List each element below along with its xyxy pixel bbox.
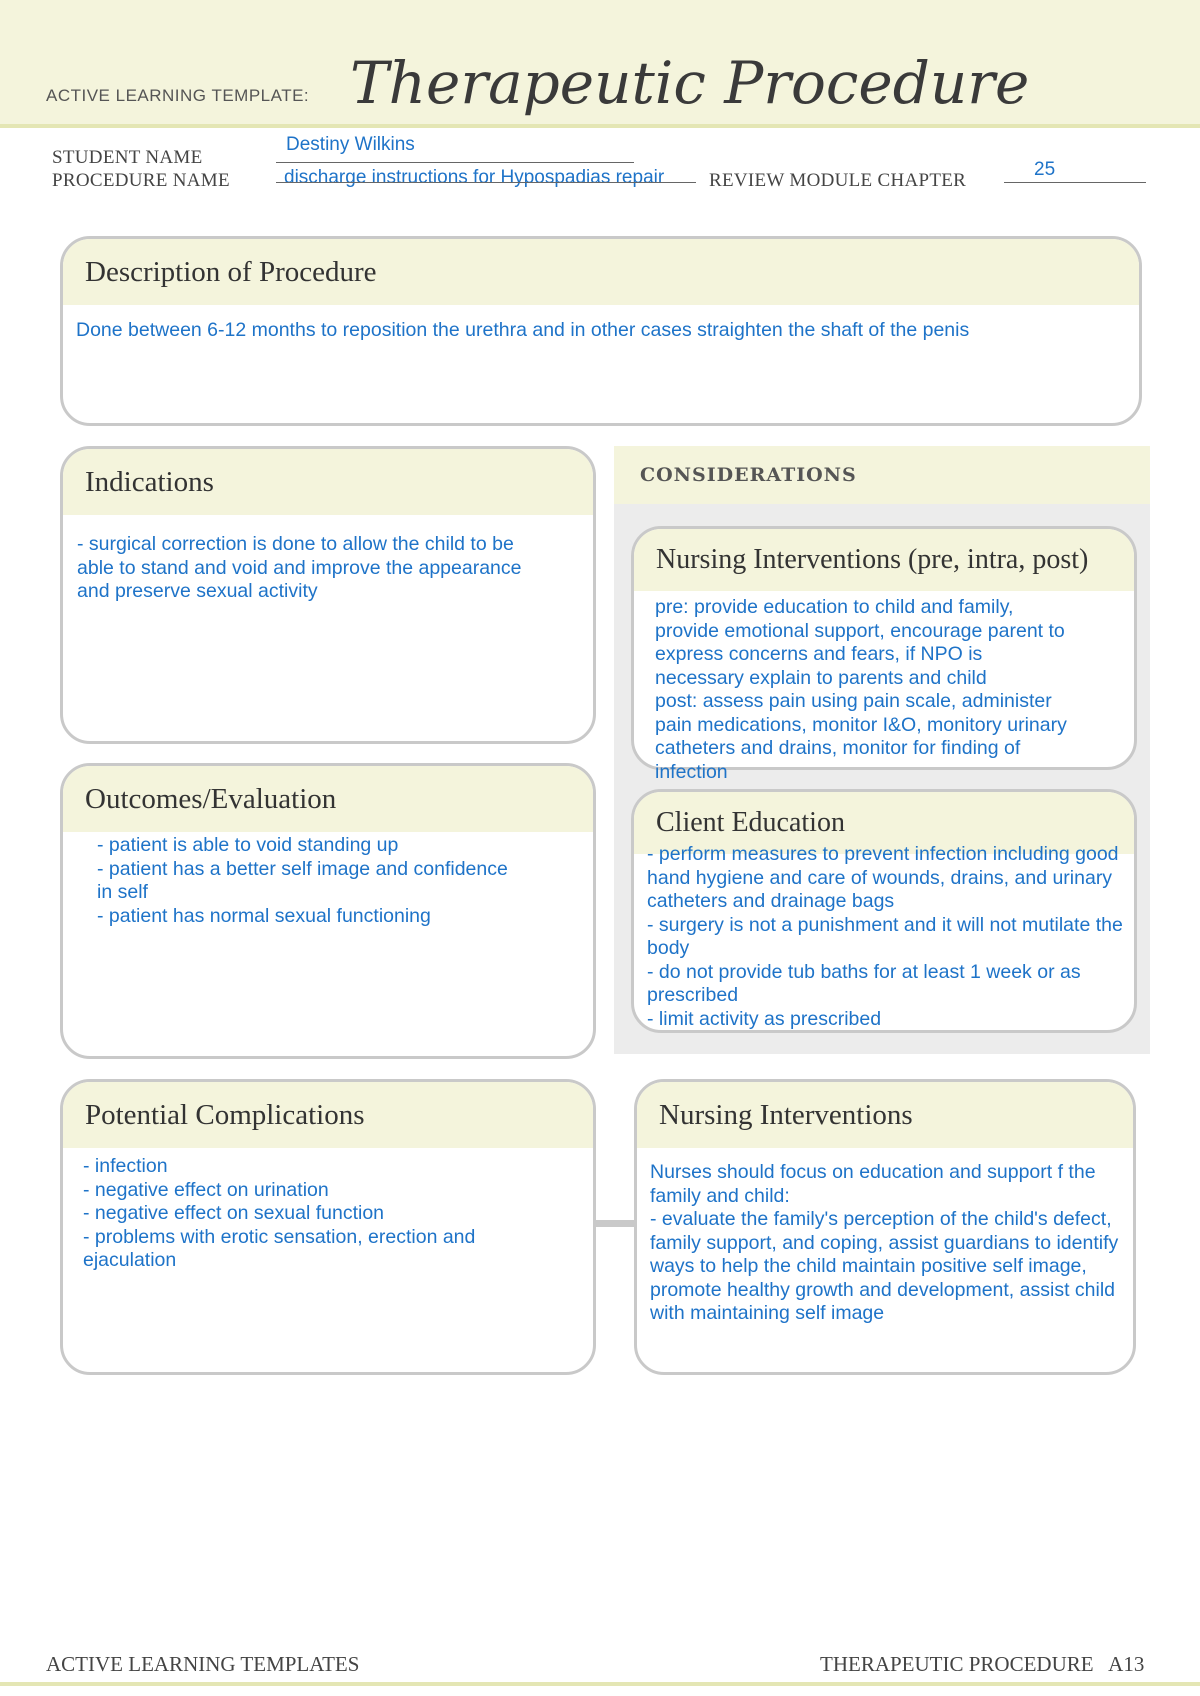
client-education-box bbox=[631, 789, 1137, 1033]
indications-box bbox=[60, 446, 596, 744]
nursing-pre-post-title: Nursing Interventions (pre, intra, post) bbox=[656, 544, 1089, 575]
footer-right: THERAPEUTIC PROCEDURE A13 bbox=[820, 1652, 1145, 1676]
nursing-interventions-header bbox=[637, 1082, 1133, 1148]
template-title: Therapeutic Procedure bbox=[350, 49, 1030, 117]
procedure-name-label: PROCEDURE NAME bbox=[52, 170, 230, 191]
student-name-underline bbox=[276, 162, 634, 163]
nursing-pre-post-box bbox=[631, 526, 1137, 783]
complications-body[interactable]: - infection - negative effect on urination - negative effect on sexual function - problems with erotic sensation, erection and ejaculation bbox=[83, 1155, 476, 1271]
nursing-interventions-box bbox=[634, 1079, 1136, 1375]
nursing-interventions-title: Nursing Interventions bbox=[659, 1098, 913, 1131]
description-title: Description of Procedure bbox=[85, 255, 377, 288]
outcomes-title: Outcomes/Evaluation bbox=[85, 782, 337, 815]
considerations-header bbox=[614, 446, 1150, 504]
student-name-value[interactable]: Destiny Wilkins bbox=[286, 134, 415, 155]
review-module-underline bbox=[1004, 182, 1146, 183]
nursing-pre-post-header bbox=[634, 529, 1134, 591]
outcomes-box bbox=[60, 763, 596, 1059]
complications-title: Potential Complications bbox=[85, 1098, 365, 1131]
footer-line bbox=[0, 1682, 1200, 1686]
indications-body[interactable]: - surgical correction is done to allow the child to be able to stand and void and improve the appearance and preserve sexual activity bbox=[77, 533, 522, 602]
complications-box bbox=[60, 1079, 596, 1375]
client-education-body[interactable]: - perform measures to prevent infection including good hand hygiene and care of wounds, drains, and urinary catheters and drainage bags - surgery is not a punishment and it will not mutilate the body - do not provide tub baths for at least 1 week or as prescribed - limit activity as prescribed bbox=[647, 843, 1123, 1030]
procedure-name-value[interactable]: discharge instructions for Hypospadias repair bbox=[284, 167, 665, 188]
considerations-title: CONSIDERATIONS bbox=[640, 464, 857, 486]
procedure-name-underline bbox=[276, 182, 696, 183]
client-education-title: Client Education bbox=[656, 807, 845, 838]
nursing-interventions-body[interactable]: Nurses should focus on education and support f the family and child: - evaluate the family's perception of the child's defect, family support, and coping, assist guardians to identify ways to help the child maintain positive self image, promote healthy growth and development, assist child with maintaining self image bbox=[650, 1161, 1119, 1324]
review-module-label: REVIEW MODULE CHAPTER bbox=[709, 170, 967, 191]
outcomes-body[interactable]: - patient is able to void standing up - patient has a better self image and confidence in self - patient has normal sexual functioning bbox=[97, 834, 508, 927]
review-module-value[interactable]: 25 bbox=[1034, 159, 1056, 180]
description-body[interactable]: Done between 6-12 months to reposition the urethra and in other cases straighten the shaft of the penis bbox=[76, 319, 970, 341]
student-name-label: STUDENT NAME bbox=[52, 147, 203, 168]
indications-header bbox=[63, 449, 593, 515]
description-header bbox=[63, 239, 1139, 305]
indications-title: Indications bbox=[85, 465, 214, 498]
outcomes-header bbox=[63, 766, 593, 832]
footer-left: ACTIVE LEARNING TEMPLATES bbox=[46, 1652, 360, 1676]
description-box bbox=[60, 236, 1142, 426]
template-prefix: ACTIVE LEARNING TEMPLATE: bbox=[46, 86, 310, 105]
connector-bar bbox=[592, 1220, 634, 1227]
complications-header bbox=[63, 1082, 593, 1148]
nursing-pre-post-body[interactable]: pre: provide education to child and family, provide emotional support, encourage parent to express concerns and fears, if NPO is necessary explain to parents and child post: assess pain using pain scale, administer pain medications, monitor I&O, monitory urinary catheters and drains, monitor for finding of infection bbox=[655, 596, 1067, 783]
